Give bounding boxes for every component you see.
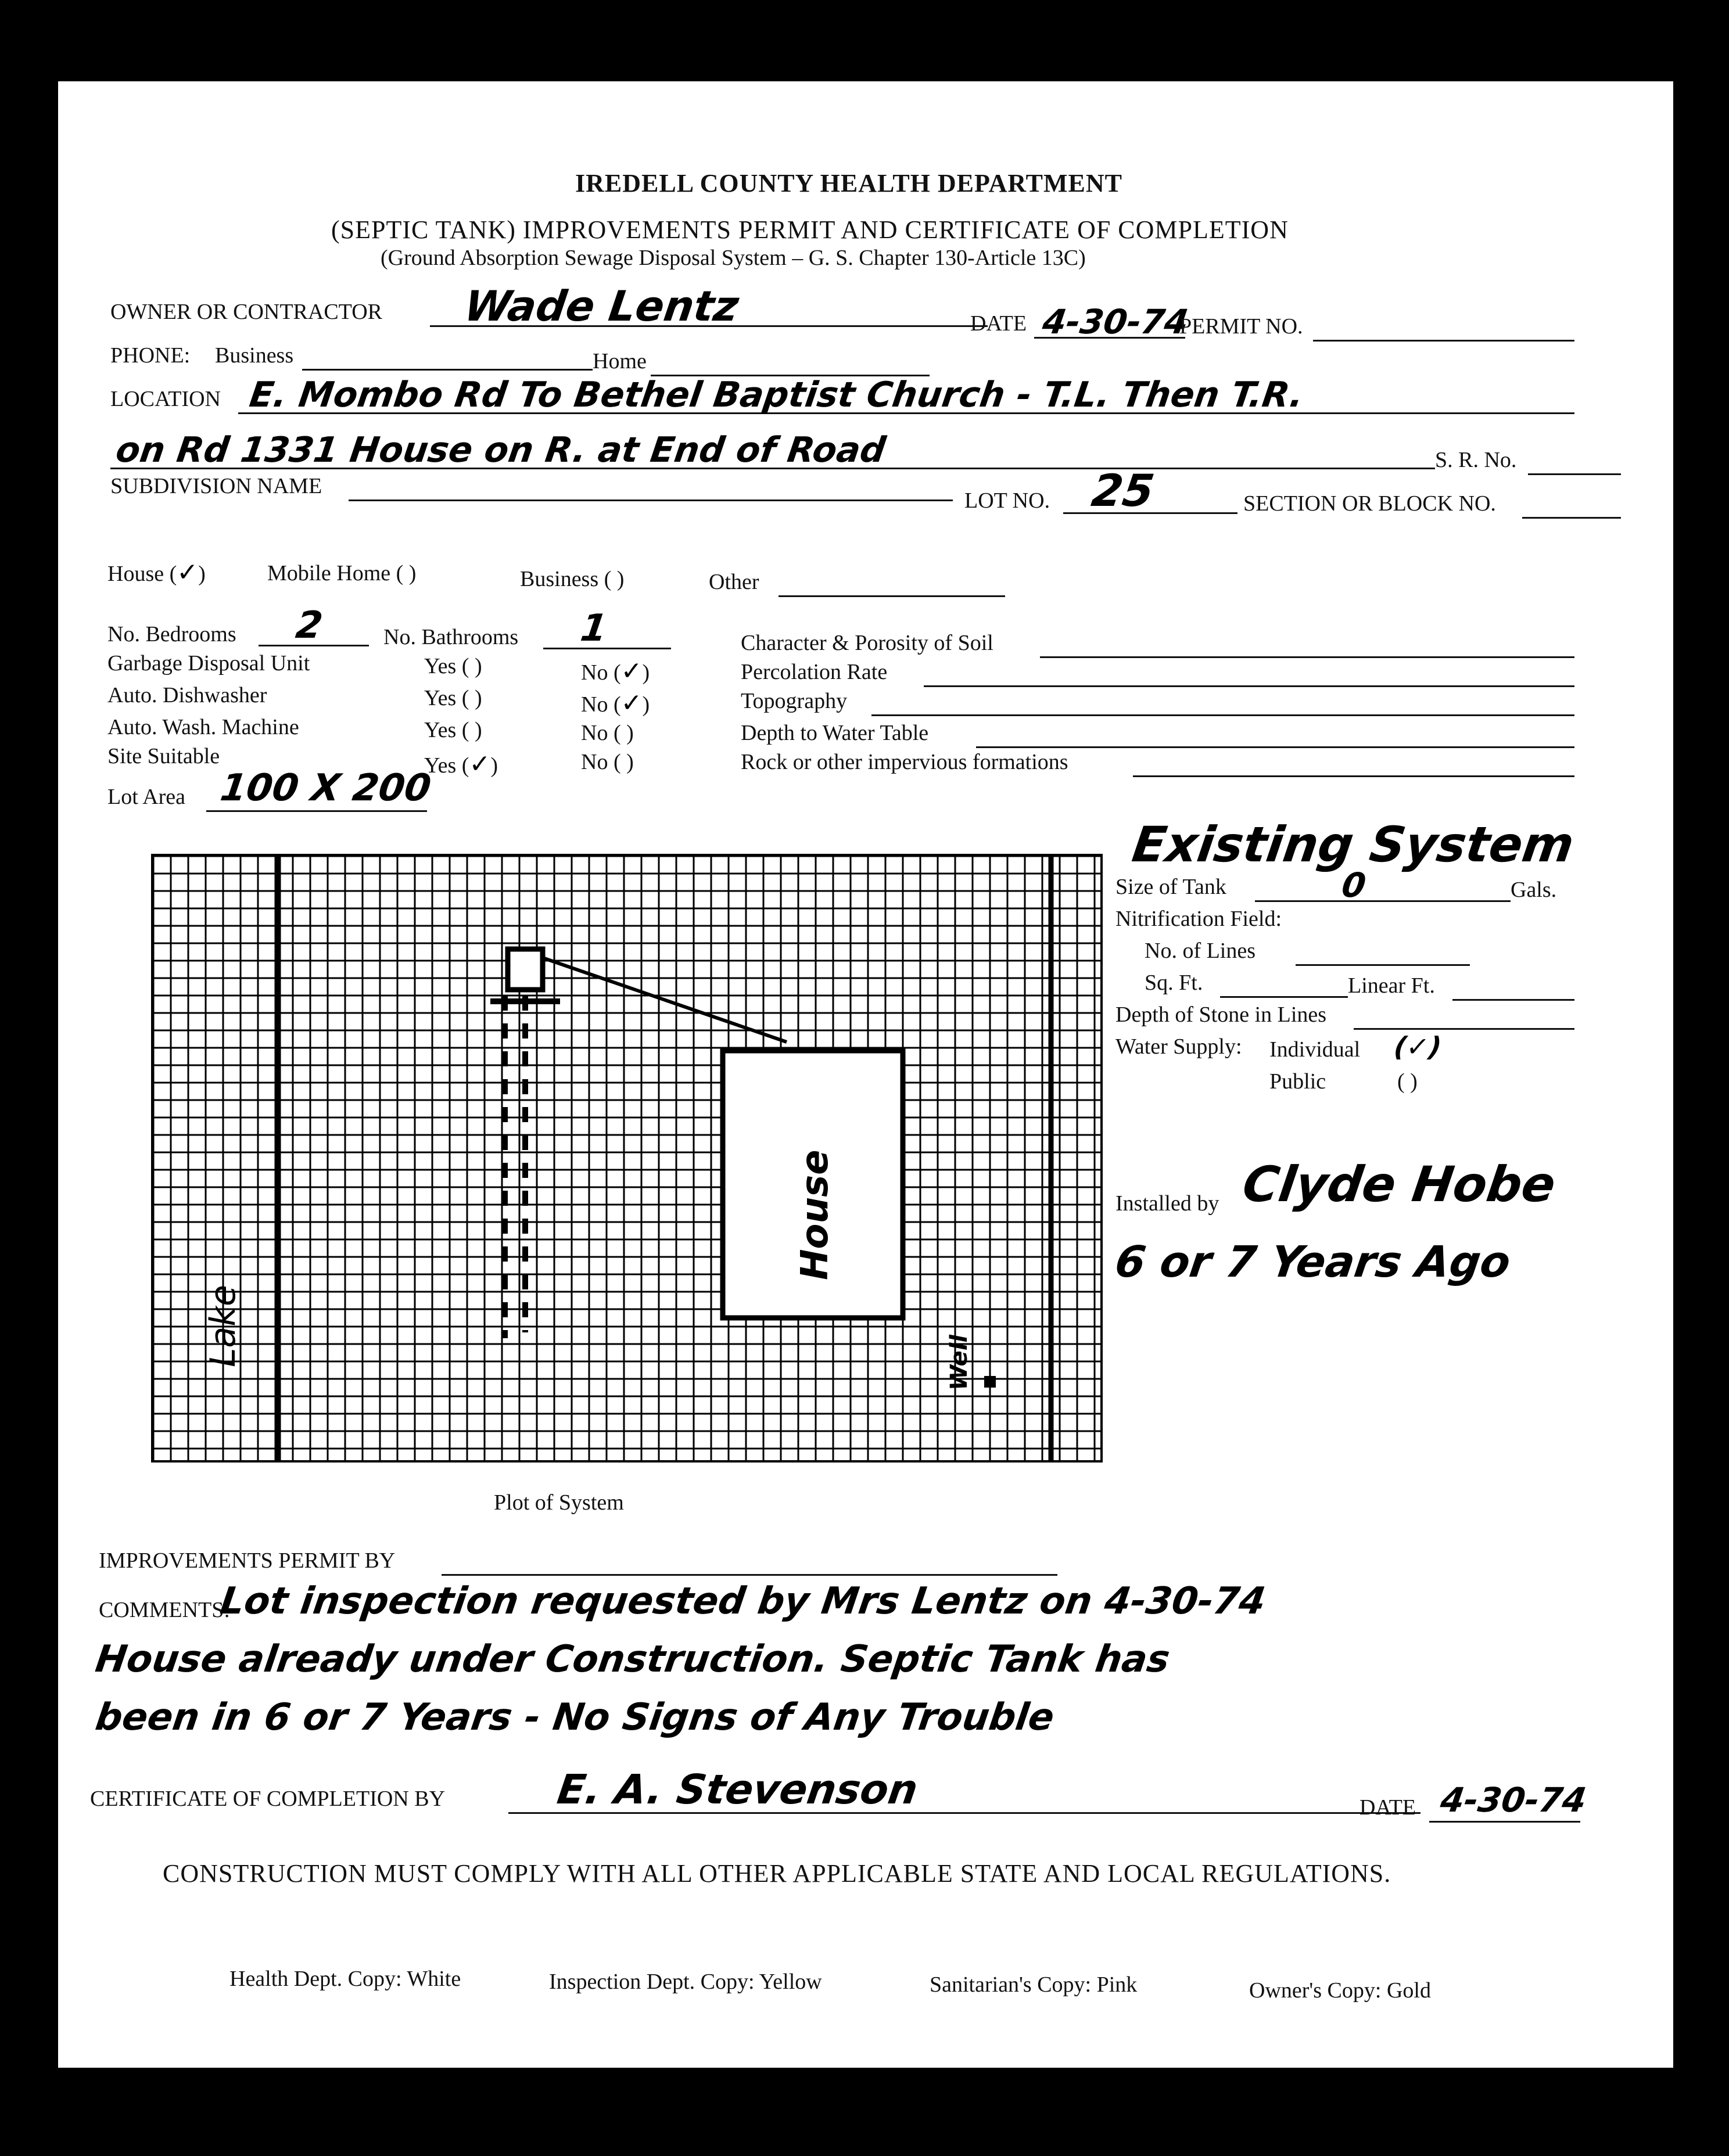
tank-gals-label: Gals. [1511, 878, 1557, 902]
feature-dishwasher-no-label: No ( [581, 692, 621, 717]
sqft-label: Sq. Ft. [1145, 971, 1203, 995]
improvements-line [442, 1574, 1057, 1576]
installed-value: Clyde Hobe [1239, 1156, 1559, 1213]
feature-washer-label: Auto. Wash. Machine [107, 715, 299, 739]
bathrooms-value: 1 [577, 607, 610, 650]
water-supply-label: Water Supply: [1115, 1034, 1242, 1059]
well-label: Well [946, 1334, 973, 1390]
feature-site-yes-close: ) [490, 753, 498, 778]
feature-garbage-no-close: ) [642, 660, 650, 685]
feature-dishwasher-label: Auto. Dishwasher [107, 683, 267, 707]
subdivision-line [349, 500, 953, 501]
certificate-date-line [1429, 1821, 1580, 1823]
compliance-notice: CONSTRUCTION MUST COMPLY WITH ALL OTHER APPLICABLE STATE AND LOCAL REGULATIONS. [163, 1859, 1391, 1888]
installed-when: 6 or 7 Years Ago [1111, 1237, 1514, 1287]
other-line [779, 595, 1005, 597]
section-line [1522, 517, 1621, 519]
plot-grid [151, 854, 1103, 1463]
lot-area-value: 100 X 200 [217, 767, 434, 810]
form-subtitle: (Ground Absorption Sewage Disposal System – G. S. Chapter 130-Article 13C) [381, 246, 1086, 270]
phone-business-label: Business [215, 343, 294, 368]
feature-garbage-no-label: No ( [581, 660, 621, 685]
date-value: 4-30-74 [1040, 302, 1191, 342]
soil-percolation-label: Percolation Rate [741, 660, 888, 684]
mobile-home-option: Mobile Home ( ) [267, 561, 417, 585]
house-check-mark: ✓ [177, 558, 199, 587]
soil-water-table-line [976, 746, 1574, 748]
soil-porosity-label: Character & Porosity of Soil [741, 631, 993, 655]
feature-garbage-no-mark: ✓ [620, 656, 643, 686]
existing-heading: Existing System [1129, 816, 1578, 873]
lot-value: 25 [1088, 465, 1158, 516]
feature-garbage-yes: Yes ( ) [424, 654, 482, 678]
lines-line [1296, 964, 1470, 966]
tank-size-line [1255, 900, 1511, 902]
comments-line3: been in 6 or 7 Years - No Signs of Any Trouble [92, 1696, 1057, 1739]
agency-title: IREDELL COUNTY HEALTH DEPARTMENT [575, 169, 1122, 197]
lot-label: LOT NO. [964, 488, 1050, 513]
comments-label: COMMENTS: [99, 1598, 230, 1622]
soil-rock-line [1133, 775, 1574, 777]
bathrooms-label: No. Bathrooms [383, 625, 519, 649]
linear-line [1452, 999, 1574, 1001]
certificate-label: CERTIFICATE OF COMPLETION BY [90, 1787, 446, 1811]
copy-sanitarian: Sanitarian's Copy: Pink [930, 1972, 1138, 1997]
comments-line2: House already under Construction. Septic Tank has [92, 1638, 1172, 1681]
location-line1-value: E. Mombo Rd To Bethel Baptist Church - T.L. Then T.R. [247, 375, 1307, 415]
business-option: Business ( ) [520, 567, 625, 591]
other-option: Other [709, 570, 759, 594]
feature-dishwasher-no-close: ) [642, 692, 650, 717]
form-title: (SEPTIC TANK) IMPROVEMENTS PERMIT AND CERTIFICATE OF COMPLETION [331, 215, 1289, 244]
permit-label: PERMIT NO. [1179, 314, 1303, 339]
sewer-pipe-line [543, 958, 787, 1042]
permit-line [1313, 340, 1574, 342]
installed-label: Installed by [1115, 1191, 1219, 1216]
phone-label: PHONE: [110, 343, 191, 368]
linear-label: Linear Ft. [1348, 973, 1435, 998]
lines-label: No. of Lines [1145, 939, 1256, 963]
copy-inspection: Inspection Dept. Copy: Yellow [549, 1970, 822, 1994]
feature-dishwasher-no [581, 688, 650, 718]
section-label: SECTION OR BLOCK NO. [1243, 491, 1496, 516]
plot-grid-svg [153, 856, 1100, 1460]
certificate-date-label: DATE [1359, 1795, 1416, 1820]
water-individual-mark: (✓) [1392, 1031, 1444, 1062]
bedrooms-value: 2 [293, 604, 325, 647]
soil-topography-line [871, 714, 1574, 716]
feature-washer-no: No ( ) [581, 721, 634, 745]
nitrification-label: Nitrification Field: [1115, 907, 1282, 931]
lot-area-label: Lot Area [107, 785, 186, 809]
location-line2-value: on Rd 1331 House on R. at End of Road [113, 430, 888, 470]
feature-dishwasher-no-mark: ✓ [620, 688, 643, 718]
water-public-label: Public [1269, 1069, 1326, 1094]
soil-topography-label: Topography [741, 689, 848, 713]
feature-site-yes-label: Yes ( [424, 753, 469, 778]
improvements-label: IMPROVEMENTS PERMIT BY [99, 1548, 396, 1573]
soil-percolation-line [924, 685, 1574, 687]
feature-site-yes [424, 749, 498, 779]
tank-size-label: Size of Tank [1115, 875, 1226, 899]
stone-line [1354, 1028, 1574, 1030]
permit-form [58, 81, 1673, 2068]
house-label: House [794, 1149, 837, 1280]
water-individual-label: Individual [1269, 1037, 1361, 1062]
house-option [107, 558, 206, 587]
water-public-mark: ( ) [1397, 1069, 1418, 1094]
soil-water-table-label: Depth to Water Table [741, 721, 929, 745]
soil-rock-label: Rock or other impervious formations [741, 750, 1068, 774]
lot-area-line [206, 810, 427, 812]
plot-caption: Plot of System [494, 1490, 624, 1515]
stone-label: Depth of Stone in Lines [1115, 1002, 1327, 1027]
copy-health: Health Dept. Copy: White [229, 1967, 461, 1991]
location-label: LOCATION [110, 387, 221, 411]
sqft-line [1220, 996, 1348, 998]
owner-value: Wade Lentz [461, 282, 742, 330]
feature-garbage-no [581, 656, 650, 686]
phone-business-line [302, 369, 593, 371]
tank-size-value: 0 [1339, 865, 1369, 905]
certificate-date-value: 4-30-74 [1438, 1780, 1589, 1820]
feature-site-yes-mark: ✓ [469, 749, 491, 779]
feature-garbage-label: Garbage Disposal Unit [107, 651, 310, 675]
sr-line [1528, 473, 1621, 475]
well-marker [984, 1376, 996, 1388]
date-label: DATE [970, 311, 1027, 336]
owner-label: OWNER OR CONTRACTOR [110, 300, 382, 324]
house-close: ) [198, 562, 206, 586]
subdivision-label: SUBDIVISION NAME [110, 474, 322, 498]
bedrooms-label: No. Bedrooms [107, 622, 236, 646]
septic-tank-box [508, 949, 543, 990]
feature-site-label: Site Suitable [107, 744, 220, 768]
side-label: Lake [203, 1285, 243, 1367]
feature-washer-yes: Yes ( ) [424, 718, 482, 742]
feature-site-no: No ( ) [581, 750, 634, 774]
copy-owner: Owner's Copy: Gold [1249, 1978, 1431, 2003]
comments-line1: Lot inspection requested by Mrs Lentz on 4-30-74 [217, 1580, 1268, 1623]
feature-dishwasher-yes: Yes ( ) [424, 686, 482, 710]
house-label: House ( [107, 562, 177, 586]
sr-label: S. R. No. [1435, 448, 1517, 472]
bathrooms-line [543, 648, 671, 649]
certificate-value: E. A. Stevenson [554, 1766, 921, 1813]
phone-home-label: Home [593, 349, 647, 373]
soil-porosity-line [1040, 656, 1574, 658]
